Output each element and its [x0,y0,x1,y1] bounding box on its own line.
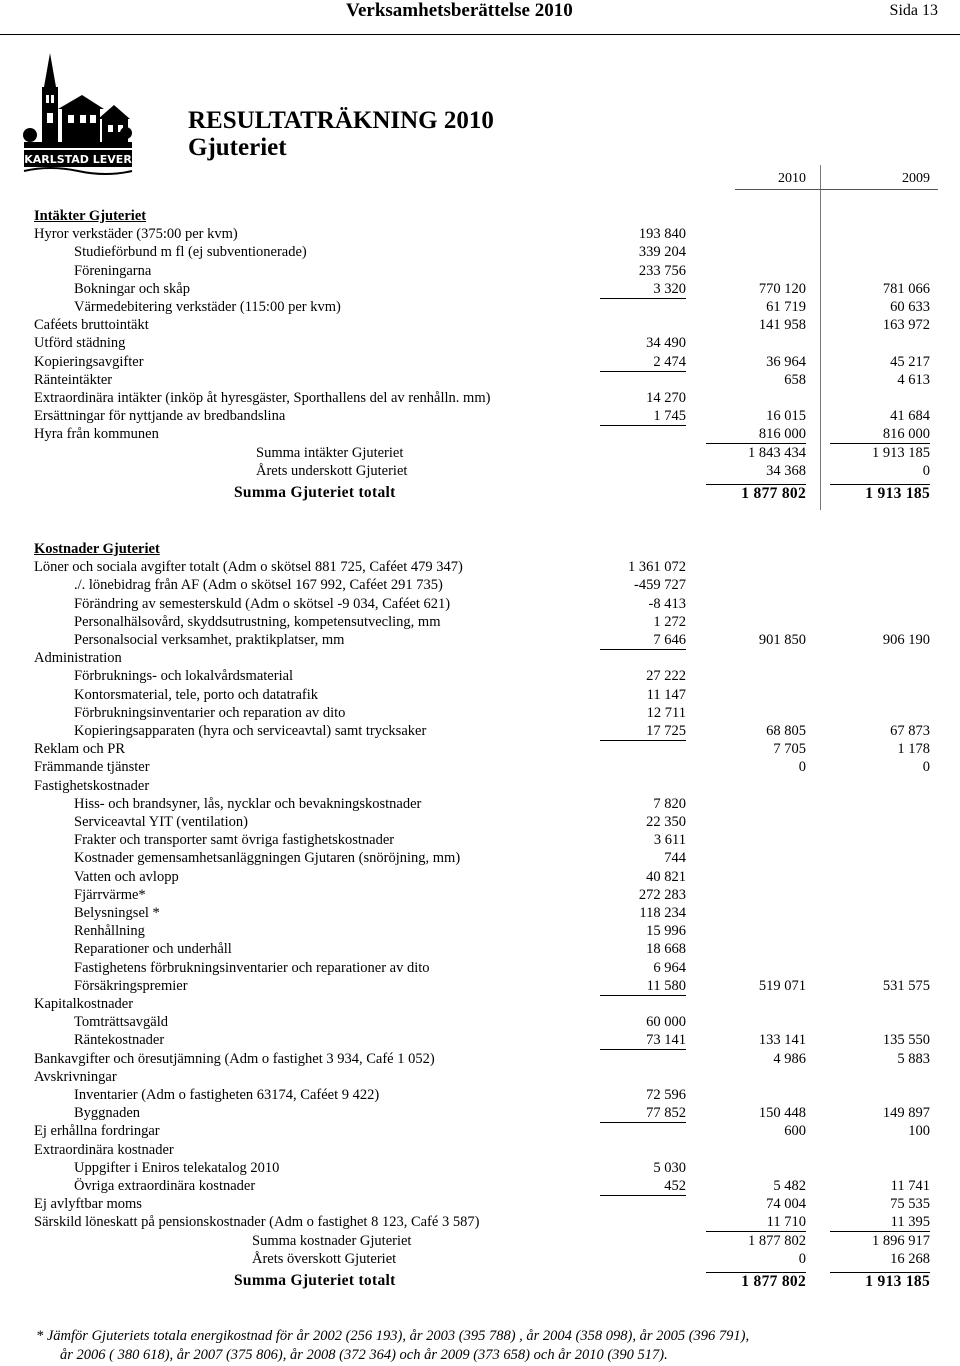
section-heading: Kostnader Gjuteriet [34,541,160,557]
result-row-label: Årets underskott Gjuteriet [256,462,408,479]
value-2009: 531 575 [882,977,930,994]
table-row [0,740,960,758]
value-2009: 41 684 [890,408,930,425]
value-2010: 74 004 [766,1196,806,1213]
value-2010: 658 [784,371,806,388]
table-row [0,371,960,389]
table-row [0,649,960,667]
footnote-line-1: * Jämför Gjuteriets totala energikostnad för år 2002 (256 193), år 2003 (395 788) , år 2004 (358 098), år 2005 (396 791), [36,1328,750,1344]
row-label: Ränteintäkter [34,371,113,388]
sum-row-2010: 1 843 434 [748,444,806,461]
value-2009: 816 000 [830,425,930,444]
subtotal-value: -8 413 [648,595,686,612]
value-2009: 1 178 [897,741,930,758]
page-number: Sida 13 [889,2,938,19]
table-row [0,1013,960,1031]
section-heading: Intäkter Gjuteriet [34,208,147,224]
total-row [0,484,960,502]
table-row [0,940,960,958]
value-2010: 600 [784,1123,806,1140]
row-label: Förändring av semesterskuld (Adm o skötsel -9 034, Caféet 621) [74,595,451,612]
value-2010: 0 [798,759,806,776]
row-label: Föreningarna [74,262,152,279]
value-2010: 141 958 [758,317,806,334]
value-2010: 7 705 [773,741,806,758]
row-label: Hiss- och brandsyner, lås, nycklar och bevakningskostnader [74,795,422,812]
total-2010: 1 877 802 [706,1272,806,1291]
row-label: Räntekostnader [74,1032,165,1049]
year-2010-header: 2010 [778,171,806,186]
table-row [0,922,960,940]
table-row [0,813,960,831]
page-header [0,0,960,35]
value-2010: 816 000 [706,425,806,444]
value-2009: 135 550 [882,1032,930,1049]
row-label: ./. lönebidrag från AF (Adm o skötsel 167 992, Caféet 291 735) [74,577,443,594]
subtotal-value: 744 [664,850,686,867]
value-2010: 61 719 [766,299,806,315]
row-label: Kopieringsavgifter [34,353,144,370]
row-label: Kostnader gemensamhetsanläggningen Gjutaren (snöröjning, mm) [74,850,461,867]
value-2010: 16 015 [766,408,806,425]
row-label: Inventarier (Adm o fastigheten 63174, Caféet 9 422) [74,1087,380,1103]
row-label: Serviceavtal YIT (ventilation) [74,814,248,830]
table-row [0,298,960,316]
value-2010: 11 710 [706,1213,806,1232]
row-label: Särskild löneskatt på pensionskostnader (Adm o fastighet 8 123, Café 3 587) [34,1214,480,1231]
row-label: Kopieringsapparaten (hyra och serviceavtal) samt trycksaker [74,723,427,739]
row-label: Hyra från kommunen [34,426,159,443]
total-2009: 1 913 185 [830,1272,930,1291]
value-2009: 11 395 [830,1213,930,1232]
subtotal-value: 193 840 [638,226,686,243]
subtotal-value: 3 611 [653,832,686,849]
table-row [0,1068,960,1086]
value-2009: 4 613 [897,371,930,388]
sum-row-label: Summa kostnader Gjuteriet [252,1232,412,1249]
total-label: Summa Gjuteriet totalt [234,484,396,501]
table-row [0,1050,960,1068]
sum-row [0,444,960,462]
table-row [0,795,960,813]
value-2009: 163 972 [882,317,930,334]
value-2009: 75 535 [890,1196,930,1213]
table-row [0,1141,960,1159]
costs-heading-row [0,540,960,558]
year-header-rule [735,189,938,190]
table-row [0,977,960,995]
value-2009: 149 897 [882,1105,930,1122]
table-row [0,225,960,243]
subtotal-value: 7 646 [600,631,686,650]
table-row [0,1086,960,1104]
table-row [0,576,960,594]
value-2010: 36 964 [766,353,806,370]
table-row [0,558,960,576]
subtotal-value: 15 996 [646,923,686,940]
total-2009: 1 913 185 [830,484,930,503]
subtotal-value: 60 000 [646,1014,686,1031]
result-row-2009: 0 [922,462,930,479]
row-label: Främmande tjänster [34,759,150,776]
row-label: Extraordinära kostnader [34,1141,174,1158]
report-subtitle: Gjuteriet [188,134,287,161]
result-row [0,462,960,480]
value-2010: 770 120 [758,280,806,297]
table-row [0,959,960,977]
row-label: Utförd städning [34,335,126,352]
table-row [0,868,960,886]
table-row [0,904,960,922]
row-label: Försäkringspremier [74,977,188,994]
row-label: Värmedebitering verkstäder (115:00 per kvm) [74,299,341,315]
subtotal-value: -459 727 [634,577,686,594]
table-row [0,1159,960,1177]
sum-row-label: Summa intäkter Gjuteriet [256,444,404,461]
value-2009: 0 [922,759,930,776]
subtotal-value: 73 141 [600,1031,686,1050]
subtotal-value: 6 964 [653,959,686,976]
row-label: Renhållning [74,923,145,940]
table-row [0,1104,960,1122]
table-row [0,686,960,704]
row-label: Uppgifter i Eniros telekatalog 2010 [74,1159,280,1176]
value-2009: 100 [908,1123,930,1140]
subtotal-value: 339 204 [638,244,686,261]
row-label: Personalsocial verksamhet, praktikplatser, mm [74,632,345,648]
subtotal-value: 72 596 [646,1087,686,1103]
table-row [0,1122,960,1140]
subtotal-value: 77 852 [600,1104,686,1123]
value-2010: 5 482 [773,1178,806,1194]
subtotal-value: 27 222 [646,668,686,685]
table-row [0,316,960,334]
table-row [0,334,960,352]
table-row [0,758,960,776]
table-row [0,353,960,371]
row-label: Bokningar och skåp [74,280,190,297]
value-2010: 68 805 [766,723,806,739]
table-row [0,262,960,280]
result-row [0,1250,960,1268]
table-row [0,1195,960,1213]
row-label: Ej erhållna fordringar [34,1123,160,1140]
value-2010: 519 071 [758,977,806,994]
footnote-line-2: år 2006 ( 380 618), år 2007 (375 806), år 2008 (372 364) och år 2009 (373 658) och år 2010 (390 517). [60,1347,668,1363]
row-label: Caféets bruttointäkt [34,317,149,334]
value-2009: 11 741 [890,1178,930,1194]
sum-row [0,1232,960,1250]
subtotal-value: 233 756 [638,262,686,279]
total-2010: 1 877 802 [706,484,806,503]
table-row [0,425,960,443]
subtotal-value: 3 320 [600,280,686,299]
table-row [0,849,960,867]
row-label: Hyror verkstäder (375:00 per kvm) [34,226,238,243]
row-label: Löner och sociala avgifter totalt (Adm o skötsel 881 725, Caféet 479 347) [34,559,463,576]
logo-text: KARLSTAD LEVER [24,153,132,166]
row-label: Fastighetens förbrukningsinventarier och reparationer av dito [74,959,430,976]
subtotal-value: 14 270 [646,390,686,406]
row-label: Förbruknings- och lokalvårdsmaterial [74,668,294,685]
header-title: Verksamhetsberättelse 2010 [346,0,573,21]
table-row [0,886,960,904]
row-label: Studieförbund m fl (ej subventionerade) [74,244,307,261]
subtotal-value: 452 [600,1177,686,1196]
value-2009: 5 883 [897,1050,930,1067]
table-row [0,704,960,722]
result-row-2010: 34 368 [766,462,806,479]
row-label: Reparationer och underhåll [74,941,232,958]
table-row [0,407,960,425]
report-title: RESULTATRÄKNING 2010 [188,107,494,134]
table-row [0,243,960,261]
sum-row-2010: 1 877 802 [748,1232,806,1249]
total-label: Summa Gjuteriet totalt [234,1272,396,1289]
year-2009-header: 2009 [902,171,930,186]
table-row [0,631,960,649]
value-2009: 67 873 [890,723,930,739]
value-2009: 781 066 [882,280,930,297]
table-row [0,280,960,298]
row-label: Belysningsel * [74,905,160,921]
row-label: Extraordinära intäkter (inköp åt hyresgäster, Sporthallens del av renhålln. mm) [34,390,491,406]
total-row [0,1272,960,1290]
income-heading-row [0,207,960,225]
row-label: Vatten och avlopp [74,868,179,885]
subtotal-value: 12 711 [646,704,686,721]
subtotal-value: 1 361 072 [628,559,686,576]
table-row [0,613,960,631]
karlstad-lever-logo [22,47,134,177]
table-row [0,1213,960,1231]
table-row [0,667,960,685]
row-label: Förbrukningsinventarier och reparation av dito [74,704,346,721]
subtotal-value: 11 147 [646,686,686,703]
result-row-label: Årets överskott Gjuteriet [252,1250,397,1267]
subtotal-value: 40 821 [646,868,686,885]
subtotal-value: 1 745 [600,407,686,426]
table-row [0,831,960,849]
subtotal-value: 22 350 [646,814,686,830]
subtotal-value: 272 283 [638,886,686,903]
table-row [0,389,960,407]
result-row-2010: 0 [798,1250,806,1267]
value-2010: 4 986 [773,1050,806,1067]
value-2010: 133 141 [758,1032,806,1049]
row-label: Bankavgifter och öresutjämning (Adm o fastighet 3 934, Café 1 052) [34,1050,435,1067]
row-label: Fastighetskostnader [34,777,150,794]
row-label: Reklam och PR [34,741,126,758]
row-label: Byggnaden [74,1105,141,1122]
subtotal-value: 118 234 [639,905,686,921]
subtotal-value: 7 820 [653,795,686,812]
result-row-2009: 16 268 [890,1250,930,1267]
row-label: Frakter och transporter samt övriga fastighetskostnader [74,832,395,849]
row-label: Ej avlyftbar moms [34,1196,142,1213]
row-label: Administration [34,650,122,667]
row-label: Tomträttsavgäld [74,1014,169,1031]
table-row [0,995,960,1013]
value-2009: 45 217 [890,353,930,370]
table-row [0,1031,960,1049]
value-2009: 60 633 [890,299,930,315]
subtotal-value: 18 668 [646,941,686,958]
subtotal-value: 34 490 [646,335,686,352]
row-label: Avskrivningar [34,1068,117,1085]
row-label: Övriga extraordinära kostnader [74,1178,256,1194]
sum-row-2009: 1 913 185 [872,444,930,461]
table-row [0,722,960,740]
subtotal-value: 1 272 [653,613,686,630]
sum-row-2009: 1 896 917 [872,1232,930,1249]
table-row [0,595,960,613]
subtotal-value: 11 580 [600,977,686,996]
table-row [0,777,960,795]
value-2010: 901 850 [758,632,806,648]
row-label: Kontorsmaterial, tele, porto och datatrafik [74,686,318,703]
value-2009: 906 190 [882,632,930,648]
value-2010: 150 448 [758,1105,806,1122]
row-label: Personalhälsovård, skyddsutrustning, kompetensutvecling, mm [74,613,441,630]
subtotal-value: 2 474 [600,353,686,372]
table-row [0,1177,960,1195]
row-label: Fjärrvärme* [74,886,146,903]
row-label: Kapitalkostnader [34,996,134,1012]
row-label: Ersättningar för nyttjande av bredbandslina [34,408,286,425]
subtotal-value: 5 030 [653,1159,686,1176]
subtotal-value: 17 725 [600,722,686,741]
